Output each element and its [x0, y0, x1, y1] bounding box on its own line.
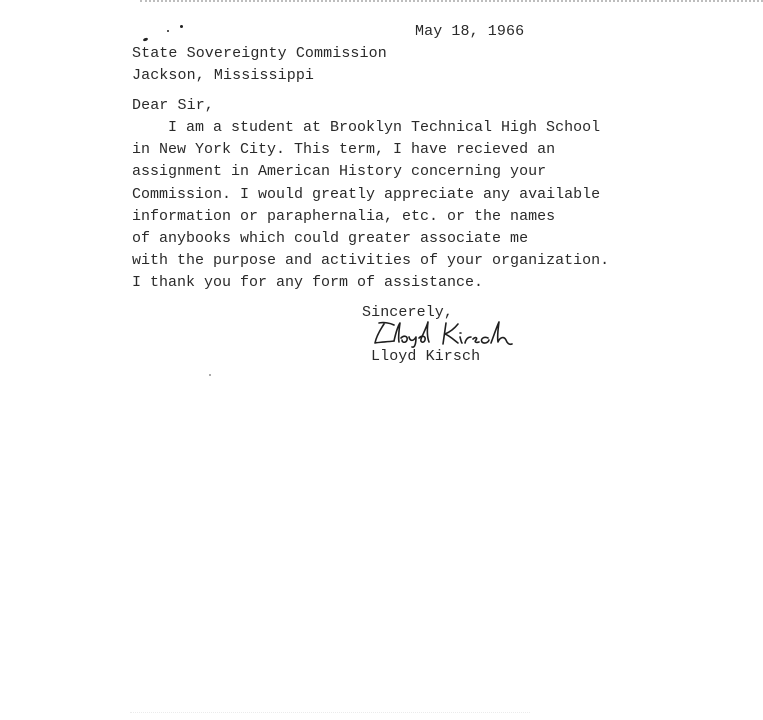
page-bottom-edge-specks — [130, 712, 530, 715]
body-line: in New York City. This term, I have recieved an — [132, 141, 556, 159]
body-line: I thank you for any form of assistance. — [132, 274, 484, 292]
page-top-edge-dots — [140, 0, 763, 4]
handwritten-signature — [372, 318, 524, 348]
body-line: I am a student at Brooklyn Technical High School — [168, 119, 601, 136]
letter-body — [132, 117, 609, 295]
ink-speck — [167, 30, 169, 32]
printed-name: Lloyd Kirsch — [371, 348, 481, 365]
letter-date: May 18, 1966 — [415, 23, 525, 40]
ink-speck — [209, 374, 211, 376]
ink-speck — [143, 37, 149, 42]
salutation: Dear Sir, — [132, 97, 214, 114]
recipient-location: Jackson, Mississippi — [132, 67, 315, 84]
body-line: Commission. I would greatly appreciate any available — [132, 185, 601, 203]
ink-speck — [180, 25, 183, 28]
recipient-name: State Sovereignty Commission — [132, 45, 387, 62]
body-line: with the purpose and activities of your organization. — [132, 252, 610, 270]
closing: Sincerely, — [362, 304, 454, 321]
body-line: assignment in American History concerning your — [132, 163, 547, 181]
body-line: of anybooks which could greater associate me — [132, 229, 529, 247]
body-line: information or paraphernalia, etc. or the names — [132, 207, 556, 225]
